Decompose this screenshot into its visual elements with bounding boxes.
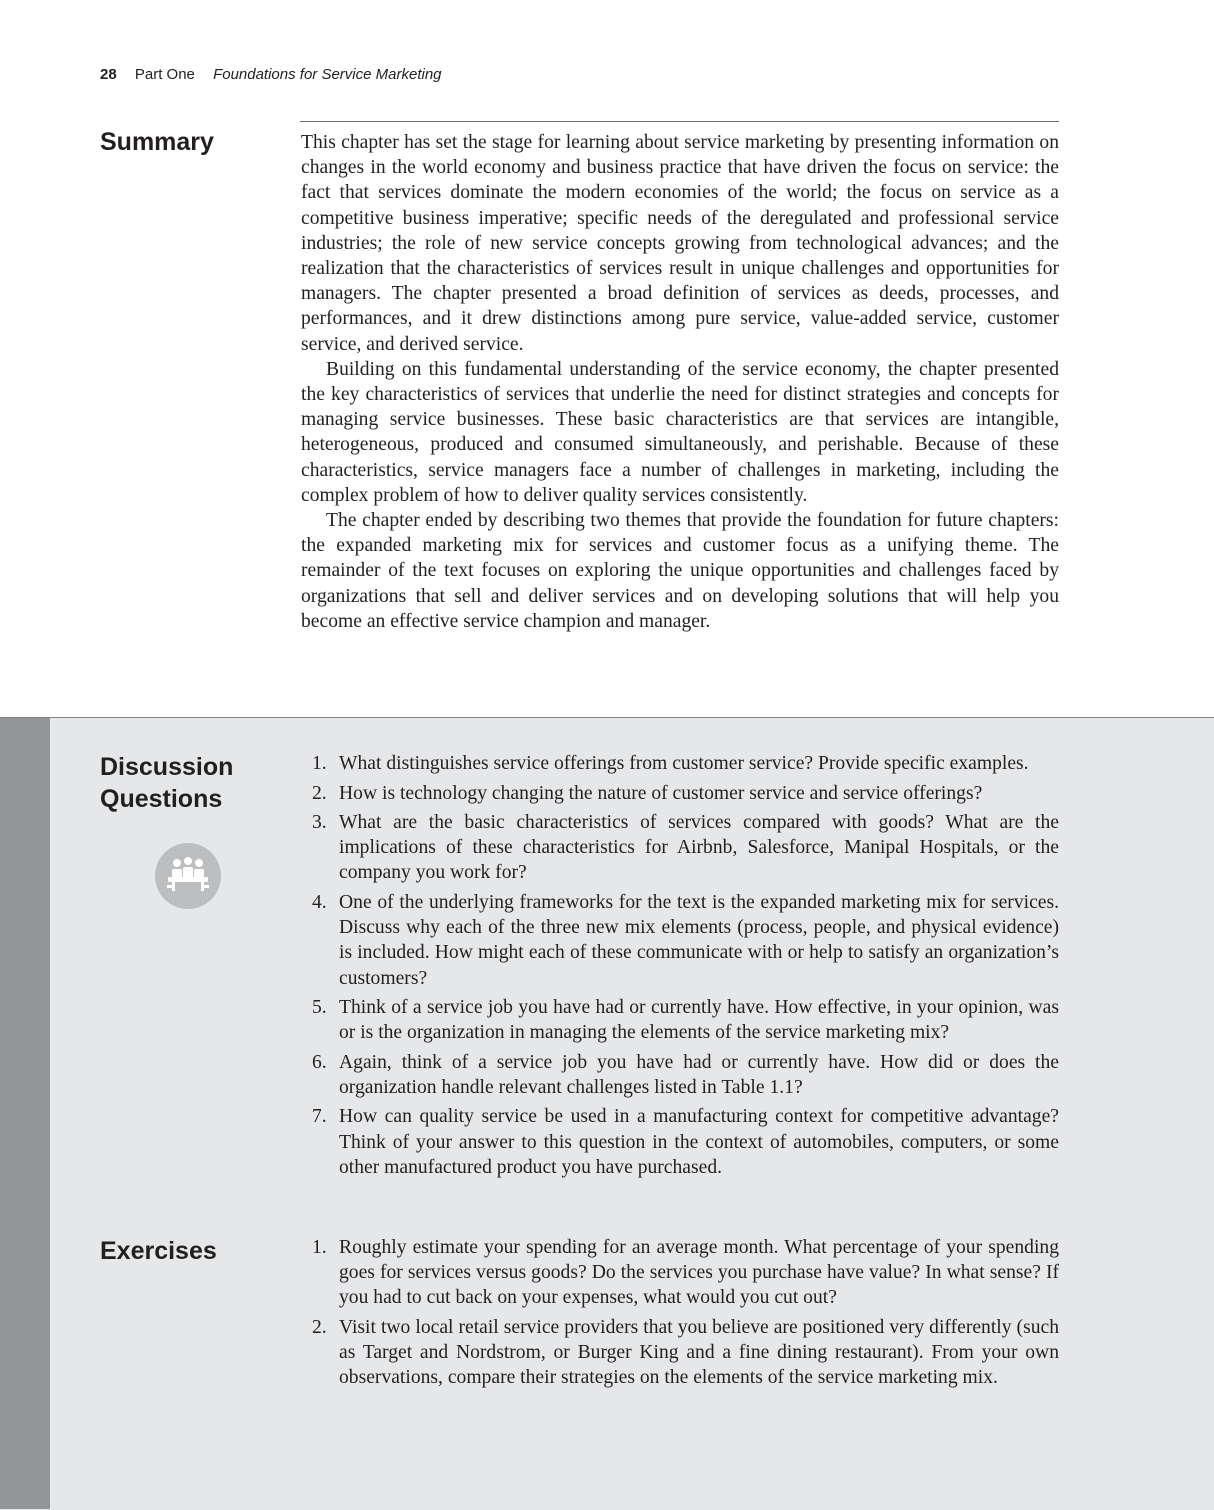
list-item — [301, 890, 1059, 991]
item-text: What distinguishes service offerings from customer service? Provide specific examples. — [339, 753, 1029, 774]
list-item — [301, 751, 1059, 776]
item-text: Roughly estimate your spending for an average month. What percentage of your spending goes for services versus goods? Do the services you purchase have value? In what sense? If you had to cut back on your expenses, what would you cut out? — [339, 1237, 1059, 1309]
item-number: 2. — [312, 782, 327, 804]
item-text: Visit two local retail service providers that you believe are positioned very differently (such as Target and Nordstrom, or Burger King and a fine dining restaurant). From your own observations, compare their strategies on the elements of the service marketing mix. — [339, 1316, 1059, 1389]
list-item — [301, 1235, 1059, 1311]
item-text: How can quality service be used in a manufacturing context for competitive advantage? Think of your answer to this question in the context of automobiles, computers, or some other manufactured product you have purchased. — [339, 1106, 1059, 1178]
exercises-heading: Exercises — [100, 1237, 217, 1265]
item-number: 6. — [312, 1051, 327, 1073]
top-rule — [300, 121, 1059, 122]
page-number: 28 — [100, 66, 117, 83]
discussion-questions-heading: Discussion Questions — [100, 753, 234, 813]
list-item — [301, 1050, 1059, 1100]
item-text: Think of a service job you have had or currently have. How effective, in your opinion, was or is the organization in managing the elements of the service marketing mix? — [339, 997, 1059, 1044]
item-text: One of the underlying frameworks for the text is the expanded marketing mix for services. Discuss why each of the three new mix elements (process, people, and physical evidence) is included. How might each of these communicate with or help to satisfy an organization’s customers? — [339, 891, 1059, 989]
item-number: 3. — [312, 812, 327, 833]
list-item — [301, 995, 1059, 1045]
item-text: Again, think of a service job you have had or currently have. How did or does the organization handle relevant challenges listed in Table 1.1? — [339, 1051, 1059, 1098]
item-number: 2. — [312, 1316, 327, 1338]
summary-paragraph-3: The chapter ended by describing two themes that provide the foundation for future chapters: the expanded marketing mix for services and customer focus as a unifying theme. The remainder of the text focuses on exploring the unique opportunities and challenges faced by organizations that sell and deliver services and on developing solutions that will help you become an effective service champion and manager. — [301, 510, 1059, 632]
list-item — [301, 1315, 1059, 1391]
item-number: 1. — [312, 1237, 327, 1258]
summary-heading: Summary — [100, 128, 214, 156]
item-text: What are the basic characteristics of services compared with goods? What are the implications of these characteristics for Airbnb, Salesforce, Manipal Hospitals, or the company you work for? — [339, 812, 1059, 884]
item-number: 5. — [312, 997, 327, 1019]
item-number: 4. — [312, 891, 327, 913]
exercises-list — [301, 1235, 1059, 1391]
book-title: Foundations for Service Marketing — [213, 66, 442, 83]
summary-paragraph-1: This chapter has set the stage for learning about service marketing by presenting information on changes in the world economy and business practice that have driven the focus on service: the fact that services dominate the modern economies of the world; the focus on service as a competitive business imperative; specific needs of the deregulated and professional service industries; the role of new service concepts growing from technological advances; and the realization that the characteristics of services result in unique challenges and opportunities for managers. The chapter presented a broad definition of services as deeds, processes, and performances, and it drew distinctions among pure service, value-added service, customer service, and derived service. — [301, 132, 1059, 355]
list-item — [301, 810, 1059, 886]
discussion-questions-list — [301, 751, 1059, 1180]
list-item — [301, 781, 1059, 806]
summary-paragraph-2: Building on this fundamental understanding of the service economy, the chapter presented the key characteristics of services that underlie the need for distinct strategies and concepts for managing service businesses. These basic characteristics are that services are intangible, heterogeneous, produced and consumed simultaneously, and perishable. Because of these characteristics, service managers face a number of challenges in marketing, including the complex problem of how to deliver quality services consistently. — [301, 358, 1059, 506]
running-head — [100, 66, 442, 83]
item-number: 1. — [312, 753, 327, 774]
list-item — [301, 1104, 1059, 1180]
side-bar — [0, 718, 50, 1509]
summary-body — [301, 130, 1059, 634]
item-number: 7. — [312, 1106, 327, 1128]
item-text: How is technology changing the nature of customer service and service offerings? — [339, 782, 983, 804]
part-label: Part One — [134, 66, 195, 83]
group-discussion-icon — [155, 843, 221, 909]
